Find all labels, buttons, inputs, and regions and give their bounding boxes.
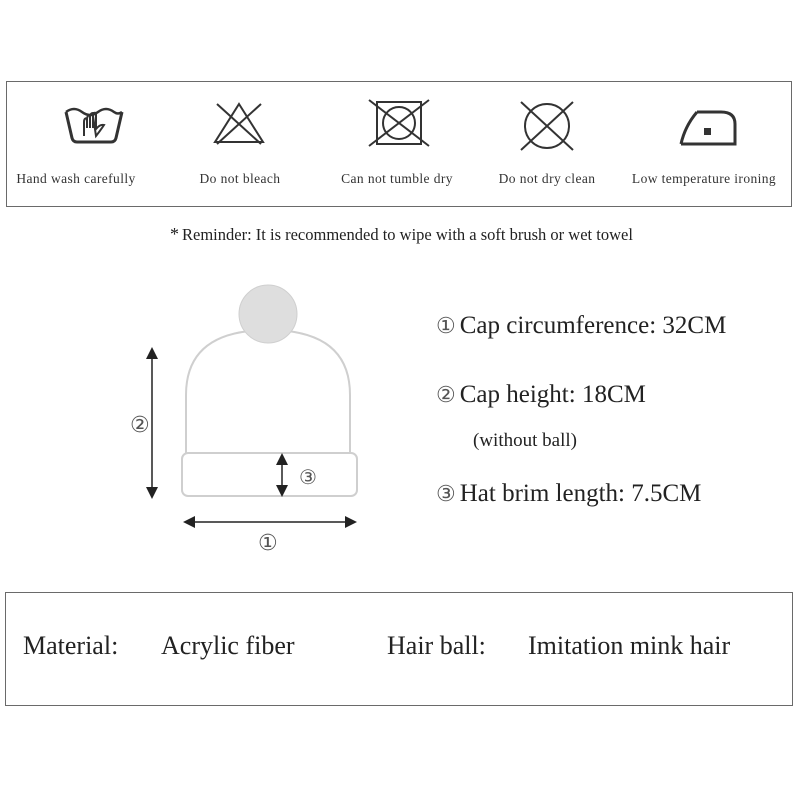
- diagram-marker-3: ③: [299, 465, 317, 489]
- spec-height: [436, 381, 646, 409]
- material-panel: [5, 592, 793, 706]
- spec-height-marker: ②: [436, 382, 456, 407]
- hat-crown: [186, 330, 350, 454]
- spec-circumference-marker: ①: [436, 313, 456, 338]
- no-bleach-icon: [211, 98, 267, 148]
- spec-circumference: [436, 312, 726, 340]
- hat-dimension-diagram: [110, 280, 380, 570]
- hair-ball-value: Imitation mink hair: [528, 631, 731, 660]
- care-instructions-panel: [6, 81, 792, 207]
- spec-height-note: (without ball): [473, 430, 577, 451]
- spec-brim-marker: ③: [436, 481, 456, 506]
- diagram-marker-1: ①: [258, 531, 278, 556]
- care-label-hand-wash: Hand wash carefully: [16, 171, 136, 186]
- no-tumble-dry-icon: [367, 98, 431, 148]
- care-label-no-dry-clean: Do not dry clean: [498, 171, 596, 186]
- hand-wash-icon: [62, 98, 126, 148]
- hat-pompom: [239, 285, 297, 343]
- hair-ball-label: Hair ball:: [387, 631, 486, 660]
- hat-brim: [182, 453, 357, 496]
- spec-height-text: Cap height: 18CM: [459, 381, 646, 408]
- diagram-marker-2: ②: [130, 413, 150, 438]
- care-label-no-bleach: Do not bleach: [199, 171, 281, 186]
- care-reminder: [170, 224, 633, 245]
- spec-circumference-text: Cap circumference: 32CM: [459, 312, 727, 339]
- reminder-star: *: [170, 224, 179, 244]
- material-label: Material:: [23, 631, 119, 660]
- no-dry-clean-icon: [515, 98, 579, 154]
- spec-brim: [436, 480, 701, 508]
- low-temp-iron-icon: [675, 98, 741, 152]
- care-label-no-tumble-dry: Can not tumble dry: [341, 171, 453, 186]
- spec-brim-text: Hat brim length: 7.5CM: [459, 480, 702, 507]
- reminder-text: Reminder: It is recommended to wipe with a soft brush or wet towel: [182, 225, 633, 244]
- care-label-low-temp-ironing: Low temperature ironing: [631, 171, 777, 186]
- material-value: Acrylic fiber: [161, 631, 295, 660]
